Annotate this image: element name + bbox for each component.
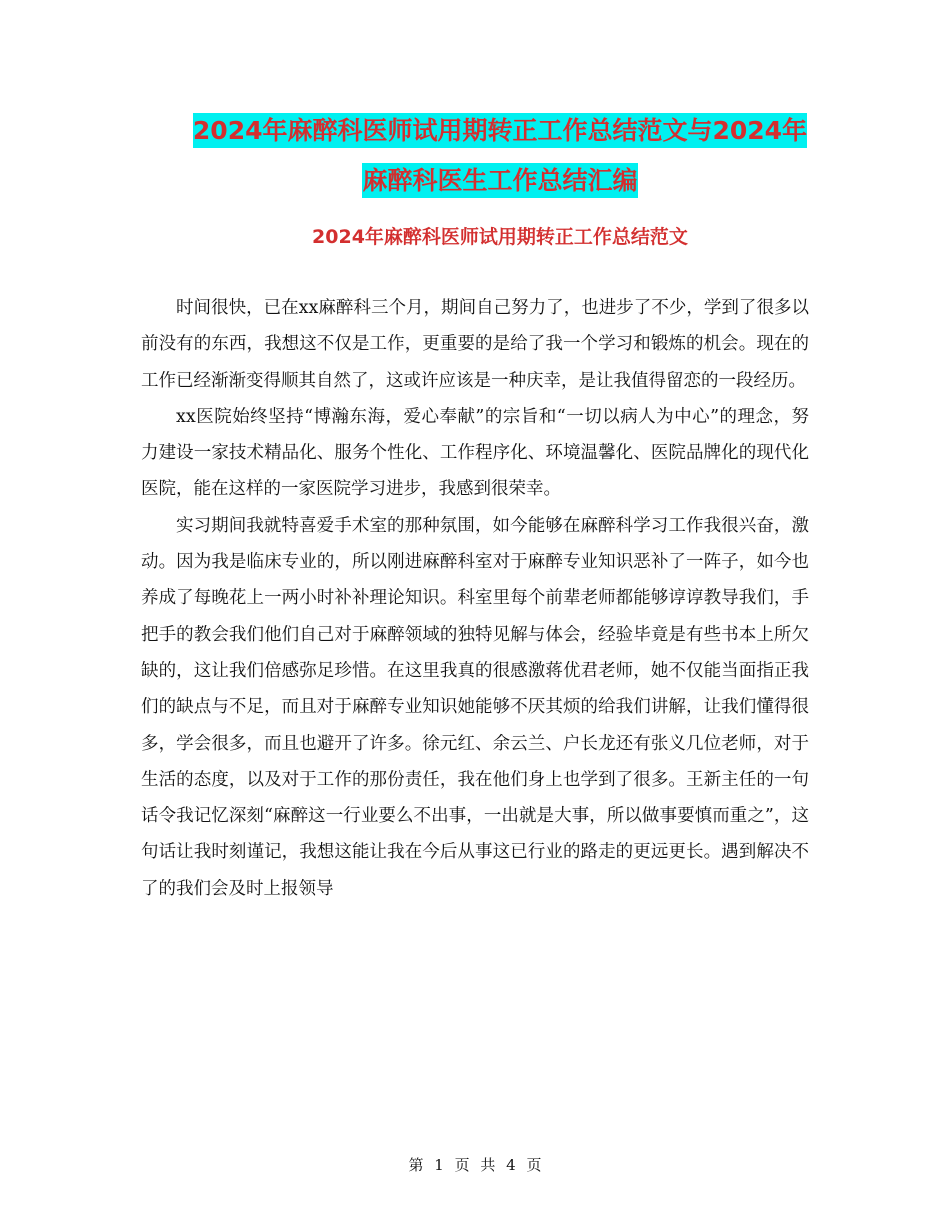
document-title — [140, 106, 860, 206]
page-footer: 第 1 页 共 4 页 — [408, 1156, 542, 1174]
body-text — [141, 290, 809, 907]
section-title: 2024年麻醉科医师试用期转正工作总结范文 — [312, 226, 688, 248]
paragraph-1: 时间很快，已在xx麻醉科三个月，期间自己努力了，也进步了不少，学到了很多以前没有的东西，我想这不仅是工作，更重要的是给了我一个学习和锻炼的机会。现在的工作已经渐渐变得顺其自然了，这或许应该是一种庆幸，是让我值得留恋的一段经历。 — [141, 298, 809, 391]
paragraph-2: xx医院始终坚持“博瀚东海，爱心奉献”的宗旨和“一切以病人为中心”的理念，努力建设一家技术精品化、服务个性化、工作程序化、环境温馨化、医院品牌化的现代化医院，能在这样的一家医院学习进步，我感到很荣幸。 — [141, 406, 809, 500]
paragraph-3: 实习期间我就特喜爱手术室的那种氛围，如今能够在麻醉科学习工作我很兴奋，激动。因为我是临床专业的，所以刚进麻醉科室对于麻醉专业知识恶补了一阵子，如今也养成了每晚花上一两小时补补理论知识。科室里每个前辈老师都能够谆谆教导我们，手把手的教会我们他们自己对于麻醉领域的独特见解与体会，经验毕竟是有些书本上所欠缺的，这让我们倍感弥足珍惜。在这里我真的很感激蒋优君老师，她不仅能当面指正我们的缺点与不足，而且对于麻醉专业知识她能够不厌其烦的给我们讲解，让我们懂得很多，学会很多，而且也避开了许多。徐元红、余云兰、户长龙还有张义几位老师，对于生活的态度，以及对于工作的那份责任，我在他们身上也学到了很多。王新主任的一句话令我记忆深刻“麻醉这一行业要么不出事，一出就是大事，所以做事要慎而重之”，这句话让我时刻谨记，我想这能让我在今后从事这已行业的路走的更远更长。遇到解决不了的我们会及时上报领导 — [141, 515, 809, 899]
title-line-1: 2024年麻醉科医师试用期转正工作总结范文与2024年 — [193, 113, 807, 148]
title-line-2: 麻醉科医生工作总结汇编 — [362, 163, 637, 198]
